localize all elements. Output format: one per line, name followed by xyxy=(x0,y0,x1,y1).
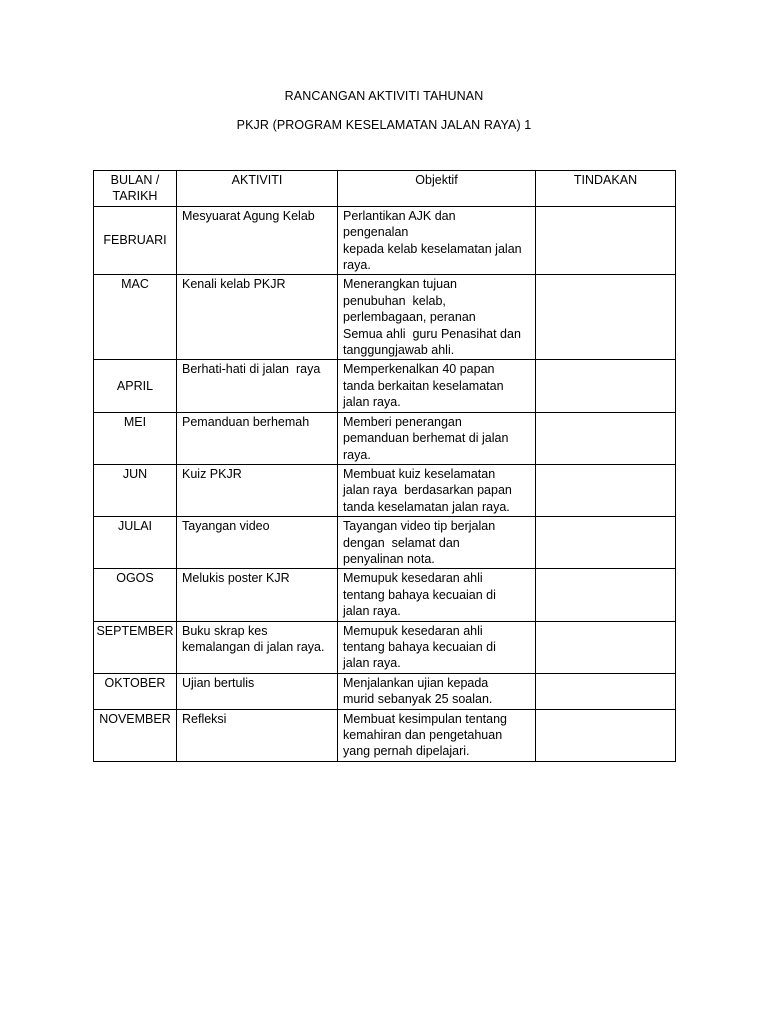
cell-action xyxy=(536,206,676,275)
activity-plan-table xyxy=(93,170,676,762)
objective-text-line: kepada kelab keselamatan jalan xyxy=(343,241,522,256)
cell-month: OGOS xyxy=(94,569,177,621)
objective-text-line: Menjalankan ujian kepada xyxy=(343,675,489,690)
cell-activity xyxy=(177,517,338,569)
objective-text-line: tanda keselamatan jalan raya. xyxy=(343,499,510,514)
objective-text-line: tentang bahaya kecuaian di xyxy=(343,587,496,602)
table-row xyxy=(94,517,676,569)
cell-month: JULAI xyxy=(94,517,177,569)
cell-activity xyxy=(177,569,338,621)
table-row xyxy=(94,673,676,709)
cell-action xyxy=(536,412,676,464)
objective-text-line: dengan selamat dan xyxy=(343,535,460,550)
cell-activity xyxy=(177,673,338,709)
cell-activity xyxy=(177,275,338,360)
objective-text-line: tanggungjawab ahli. xyxy=(343,343,455,358)
objective-text-line: jalan raya. xyxy=(343,656,401,671)
cell-month: MAC xyxy=(94,275,177,360)
cell-action xyxy=(536,275,676,360)
cell-objective xyxy=(338,464,536,516)
cell-objective xyxy=(338,621,536,673)
cell-month: NOVEMBER xyxy=(94,709,177,761)
objective-text-line: kemahiran dan pengetahuan xyxy=(343,728,503,742)
cell-action xyxy=(536,673,676,709)
activity-text-line: Kuiz PKJR xyxy=(182,466,242,481)
cell-action xyxy=(536,621,676,673)
activity-text-line: Tayangan video xyxy=(182,519,270,534)
cell-month: APRIL xyxy=(94,360,177,412)
objective-text-line: Semua ahli guru Penasihat dan xyxy=(343,326,521,341)
table-row xyxy=(94,569,676,621)
objective-text-line: Menerangkan tujuan xyxy=(343,277,457,292)
cell-activity xyxy=(177,360,338,412)
objective-text-line: jalan raya. xyxy=(343,604,401,619)
cell-month: SEPTEMBER xyxy=(94,621,177,673)
table-row xyxy=(94,412,676,464)
objective-text-line: Tayangan video tip berjalan xyxy=(343,519,496,534)
objective-text-line: penyalinan nota. xyxy=(343,551,435,566)
cell-month: MEI xyxy=(94,412,177,464)
objective-text-line: raya. xyxy=(343,258,371,273)
objective-text-line: murid sebanyak 25 soalan. xyxy=(343,692,493,707)
activity-text-line: Berhati-hati di jalan raya xyxy=(182,362,321,377)
table-header-row xyxy=(94,171,676,207)
objective-text-line: tanda berkaitan keselamatan xyxy=(343,378,504,393)
document-title: RANCANGAN AKTIVITI TAHUNAN xyxy=(284,89,484,103)
activity-text-line: Buku skrap kes xyxy=(182,623,268,638)
cell-action xyxy=(536,517,676,569)
cell-activity xyxy=(177,621,338,673)
cell-activity xyxy=(177,206,338,275)
header-action: TINDAKAN xyxy=(536,171,676,207)
table-row xyxy=(94,360,676,412)
activity-text-line: Mesyuarat Agung Kelab xyxy=(182,208,315,223)
header-objective: Objektif xyxy=(338,171,536,207)
cell-objective xyxy=(338,360,536,412)
cell-month: FEBRUARI xyxy=(94,206,177,275)
activity-text-line: Kenali kelab PKJR xyxy=(182,277,286,292)
objective-text-line: pemanduan berhemat di jalan xyxy=(343,431,509,446)
activity-text-line: Pemanduan berhemah xyxy=(182,414,310,429)
cell-action xyxy=(536,464,676,516)
objective-text-line: Membuat kesimpulan tentang xyxy=(343,711,507,726)
header-month-date xyxy=(94,171,177,207)
cell-objective xyxy=(338,412,536,464)
objective-text-line: raya. xyxy=(343,447,371,462)
objective-text-line: tentang bahaya kecuaian di xyxy=(343,639,496,654)
cell-activity xyxy=(177,412,338,464)
header-month-label: BULAN / xyxy=(110,173,160,187)
cell-objective xyxy=(338,275,536,360)
cell-month: JUN xyxy=(94,464,177,516)
table-row xyxy=(94,709,676,761)
objective-text-line: Memupuk kesedaran ahli xyxy=(343,571,483,586)
cell-objective xyxy=(338,673,536,709)
cell-month: OKTOBER xyxy=(94,673,177,709)
activity-text-line: Melukis poster KJR xyxy=(182,571,290,586)
activity-text-line: Ujian bertulis xyxy=(182,675,255,690)
objective-text-line: jalan raya. xyxy=(343,395,401,410)
cell-objective xyxy=(338,569,536,621)
objective-text-line: perlembagaan, peranan xyxy=(343,310,476,325)
objective-text-line: Memupuk kesedaran ahli xyxy=(343,623,483,638)
objective-text-line: Membuat kuiz keselamatan xyxy=(343,466,496,481)
header-activity: AKTIVITI xyxy=(177,171,338,207)
header-date-label: TARIKH xyxy=(112,189,158,204)
objective-text-line: Perlantikan AJK dan xyxy=(343,208,456,223)
cell-action xyxy=(536,569,676,621)
document-subtitle: PKJR (PROGRAM KESELAMATAN JALAN RAYA) 1 xyxy=(236,118,532,132)
cell-activity xyxy=(177,464,338,516)
cell-objective xyxy=(338,206,536,275)
objective-text-line: jalan raya berdasarkan papan xyxy=(343,483,512,498)
objective-text-line: yang pernah dipelajari. xyxy=(343,744,470,759)
cell-activity xyxy=(177,709,338,761)
cell-objective xyxy=(338,517,536,569)
objective-text-line: Memperkenalkan 40 papan xyxy=(343,362,495,377)
table-row xyxy=(94,206,676,275)
objective-text-line: pengenalan xyxy=(343,225,409,240)
activity-text-line: Refleksi xyxy=(182,711,227,726)
table-row xyxy=(94,275,676,360)
objective-text-line: penubuhan kelab, xyxy=(343,293,446,308)
cell-action xyxy=(536,360,676,412)
objective-text-line: Memberi penerangan xyxy=(343,414,462,429)
table-row xyxy=(94,464,676,516)
cell-action xyxy=(536,709,676,761)
table-row xyxy=(94,621,676,673)
activity-text-line: kemalangan di jalan raya. xyxy=(182,639,325,654)
cell-objective xyxy=(338,709,536,761)
